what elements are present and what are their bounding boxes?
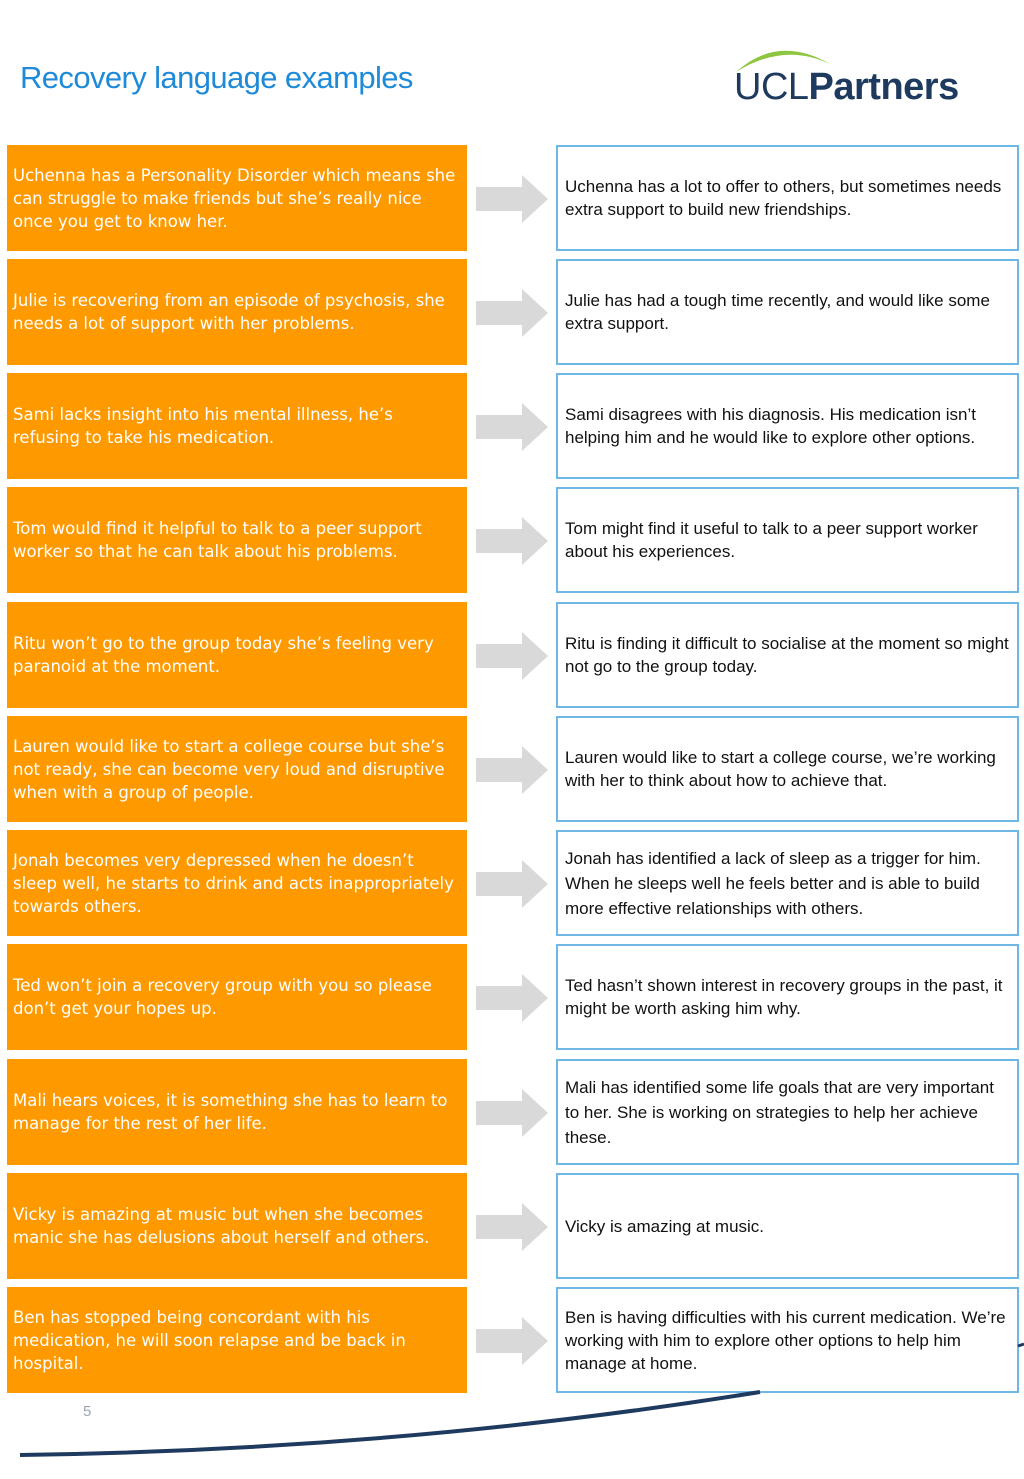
after-box	[556, 259, 1019, 365]
before-box	[7, 944, 467, 1050]
example-row	[0, 1173, 1024, 1279]
before-text: Julie is recovering from an episode of psychosis, she needs a lot of support with her problems.	[13, 291, 445, 333]
before-box	[7, 259, 467, 365]
example-row	[0, 373, 1024, 479]
logo-wordmark	[734, 68, 959, 106]
before-box	[7, 373, 467, 479]
uclpartners-logo	[730, 40, 975, 110]
example-row	[0, 716, 1024, 822]
after-text: Uchenna has a lot to offer to others, but sometimes needs extra support to build new friendships.	[565, 177, 1002, 219]
before-text: Tom would find it helpful to talk to a peer support worker so that he can talk about his problems.	[13, 519, 422, 561]
example-row	[0, 259, 1024, 365]
after-text: Mali has identified some life goals that are very important to her. She is working on strategies to help her achieve these.	[565, 1077, 994, 1147]
before-box	[7, 145, 467, 251]
right-arrow-icon	[476, 289, 548, 337]
before-text: Jonah becomes very depressed when he doesn’t sleep well, he starts to drink and acts inappropriately towards others.	[13, 850, 454, 916]
after-box	[556, 944, 1019, 1050]
before-text: Vicky is amazing at music but when she becomes manic she has delusions about herself and others.	[13, 1205, 430, 1247]
before-text: Ben has stopped being concordant with his medication, he will soon relapse and be back in hospital.	[13, 1307, 406, 1373]
after-box	[556, 716, 1019, 822]
before-box	[7, 487, 467, 593]
right-arrow-icon	[476, 746, 548, 794]
example-row	[0, 1059, 1024, 1165]
right-arrow-icon	[476, 1089, 548, 1137]
after-text: Ted hasn’t shown interest in recovery groups in the past, it might be worth asking him why.	[565, 976, 1003, 1018]
before-box	[7, 830, 467, 936]
before-box	[7, 1173, 467, 1279]
after-box	[556, 373, 1019, 479]
before-text: Ted won’t join a recovery group with you so please don’t get your hopes up.	[13, 976, 432, 1018]
before-text: Lauren would like to start a college course but she’s not ready, she can become very loud and disruptive when with a group of people.	[13, 736, 445, 802]
right-arrow-icon	[476, 860, 548, 908]
before-text: Ritu won’t go to the group today she’s feeling very paranoid at the moment.	[13, 634, 434, 676]
right-arrow-icon	[476, 974, 548, 1022]
after-box	[556, 830, 1019, 936]
after-text: Vicky is amazing at music.	[565, 1216, 765, 1236]
after-text: Lauren would like to start a college course, we’re working with her to think about how to achieve that.	[565, 748, 996, 790]
page-title: Recovery language examples	[20, 60, 413, 95]
example-row	[0, 602, 1024, 708]
example-row	[0, 145, 1024, 251]
after-text: Ritu is finding it difficult to socialise at the moment so might not go to the group today.	[565, 634, 1009, 676]
after-text: Jonah has identified a lack of sleep as a trigger for him. When he sleeps well he feels better and is able to build more effective relationships with others.	[565, 848, 981, 918]
right-arrow-icon	[476, 175, 548, 223]
before-box	[7, 716, 467, 822]
after-text: Sami disagrees with his diagnosis. His medication isn’t helping him and he would like to explore other options.	[565, 405, 977, 447]
right-arrow-icon	[476, 1203, 548, 1251]
page-number: 5	[83, 1403, 92, 1420]
example-row	[0, 830, 1024, 936]
before-text: Uchenna has a Personality Disorder which means she can struggle to make friends but she’s really nice once you get to know her.	[13, 165, 456, 231]
after-box	[556, 1059, 1019, 1165]
after-text: Tom might find it useful to talk to a peer support worker about his experiences.	[565, 519, 978, 561]
after-box	[556, 145, 1019, 251]
right-arrow-icon	[476, 403, 548, 451]
after-box	[556, 602, 1019, 708]
after-text: Ben is having difficulties with his current medication. We’re working with him to explore other options to help him manage at home.	[565, 1307, 1006, 1373]
before-box	[7, 1059, 467, 1165]
right-arrow-icon	[476, 517, 548, 565]
after-text: Julie has had a tough time recently, and would like some extra support.	[565, 291, 990, 333]
logo-partners-text: Partners	[808, 66, 959, 108]
logo-ucl-text: UCL	[734, 66, 809, 108]
example-row	[0, 487, 1024, 593]
before-text: Sami lacks insight into his mental illness, he’s refusing to take his medication.	[13, 405, 393, 447]
after-box	[556, 487, 1019, 593]
example-row	[0, 944, 1024, 1050]
right-arrow-icon	[476, 632, 548, 680]
after-box	[556, 1173, 1019, 1279]
before-text: Mali hears voices, it is something she has to learn to manage for the rest of her life.	[13, 1091, 448, 1133]
before-box	[7, 602, 467, 708]
footer-swoosh	[0, 1330, 1024, 1479]
